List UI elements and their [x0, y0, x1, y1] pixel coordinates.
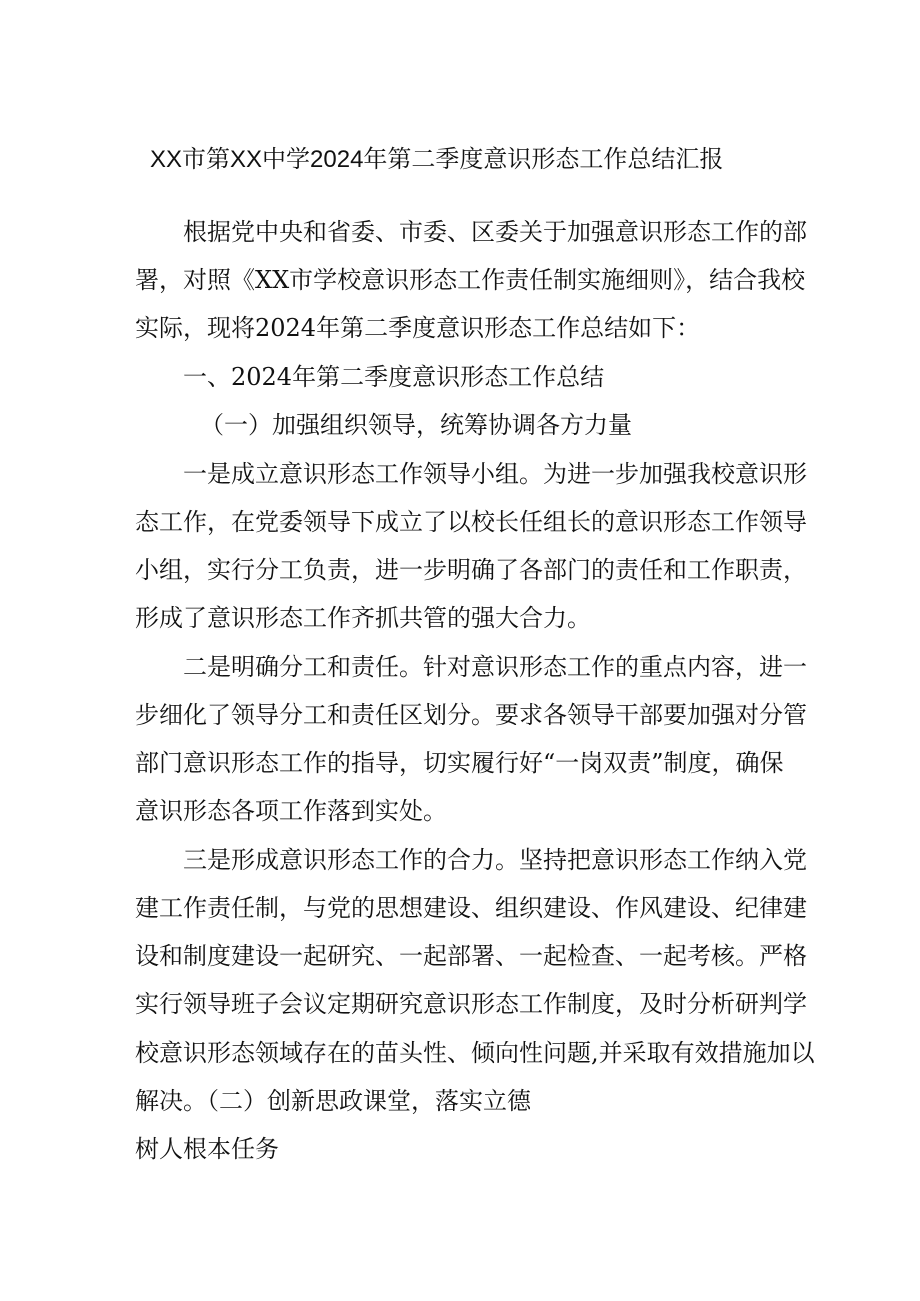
paragraph-line: 实际，现将2024年第二季度意识形态工作总结如下：	[135, 314, 701, 342]
section-heading: 一、2024年第二季度意识形态工作总结	[183, 363, 605, 391]
paragraph-line: 解决。（二）创新思政课堂，落实立德	[135, 1087, 531, 1115]
paragraph-line: 形成了意识形态工作齐抓共管的强大合力。	[135, 604, 591, 632]
paragraph-line: 树人根本任务	[135, 1135, 279, 1163]
paragraph-line: 态工作，在党委领导下成立了以校长任组长的意识形态工作领导	[135, 508, 807, 536]
paragraph-line: 二是明确分工和责任。针对意识形态工作的重点内容，进一	[183, 653, 807, 681]
paragraph-line: 意识形态各项工作落到实处。	[135, 797, 447, 825]
paragraph-line: 一是成立意识形态工作领导小组。为进一步加强我校意识形	[183, 460, 807, 488]
paragraph-line: 署，对照《XX市学校意识形态工作责任制实施细则》，结合我校	[135, 266, 806, 294]
paragraph-line: 建工作责任制，与党的思想建设、组织建设、作风建设、纪律建	[135, 894, 807, 922]
subsection-heading: （一）加强组织领导，统筹协调各方力量	[200, 411, 632, 439]
document-title: XX市第XX中学2024年第二季度意识形态工作总结汇报	[150, 146, 724, 173]
paragraph-line: 设和制度建设一起研究、一起部署、一起检查、一起考核。严格	[135, 942, 807, 970]
paragraph-line: 三是形成意识形态工作的合力。坚持把意识形态工作纳入党	[183, 846, 807, 874]
paragraph-line: 部门意识形态工作的指导，切实履行好“一岗双责”制度，确保	[135, 749, 784, 777]
paragraph-line: 实行领导班子会议定期研究意识形态工作制度，及时分析研判学	[135, 990, 807, 1018]
paragraph-line: 校意识形态领域存在的苗头性、倾向性问题,并采取有效措施加以	[135, 1039, 815, 1067]
paragraph-line: 步细化了领导分工和责任区划分。要求各领导干部要加强对分管	[135, 701, 807, 729]
paragraph-line: 根据党中央和省委、市委、区委关于加强意识形态工作的部	[183, 218, 807, 246]
paragraph-line: 小组，实行分工负责，进一步明确了各部门的责任和工作职责，	[135, 556, 807, 584]
